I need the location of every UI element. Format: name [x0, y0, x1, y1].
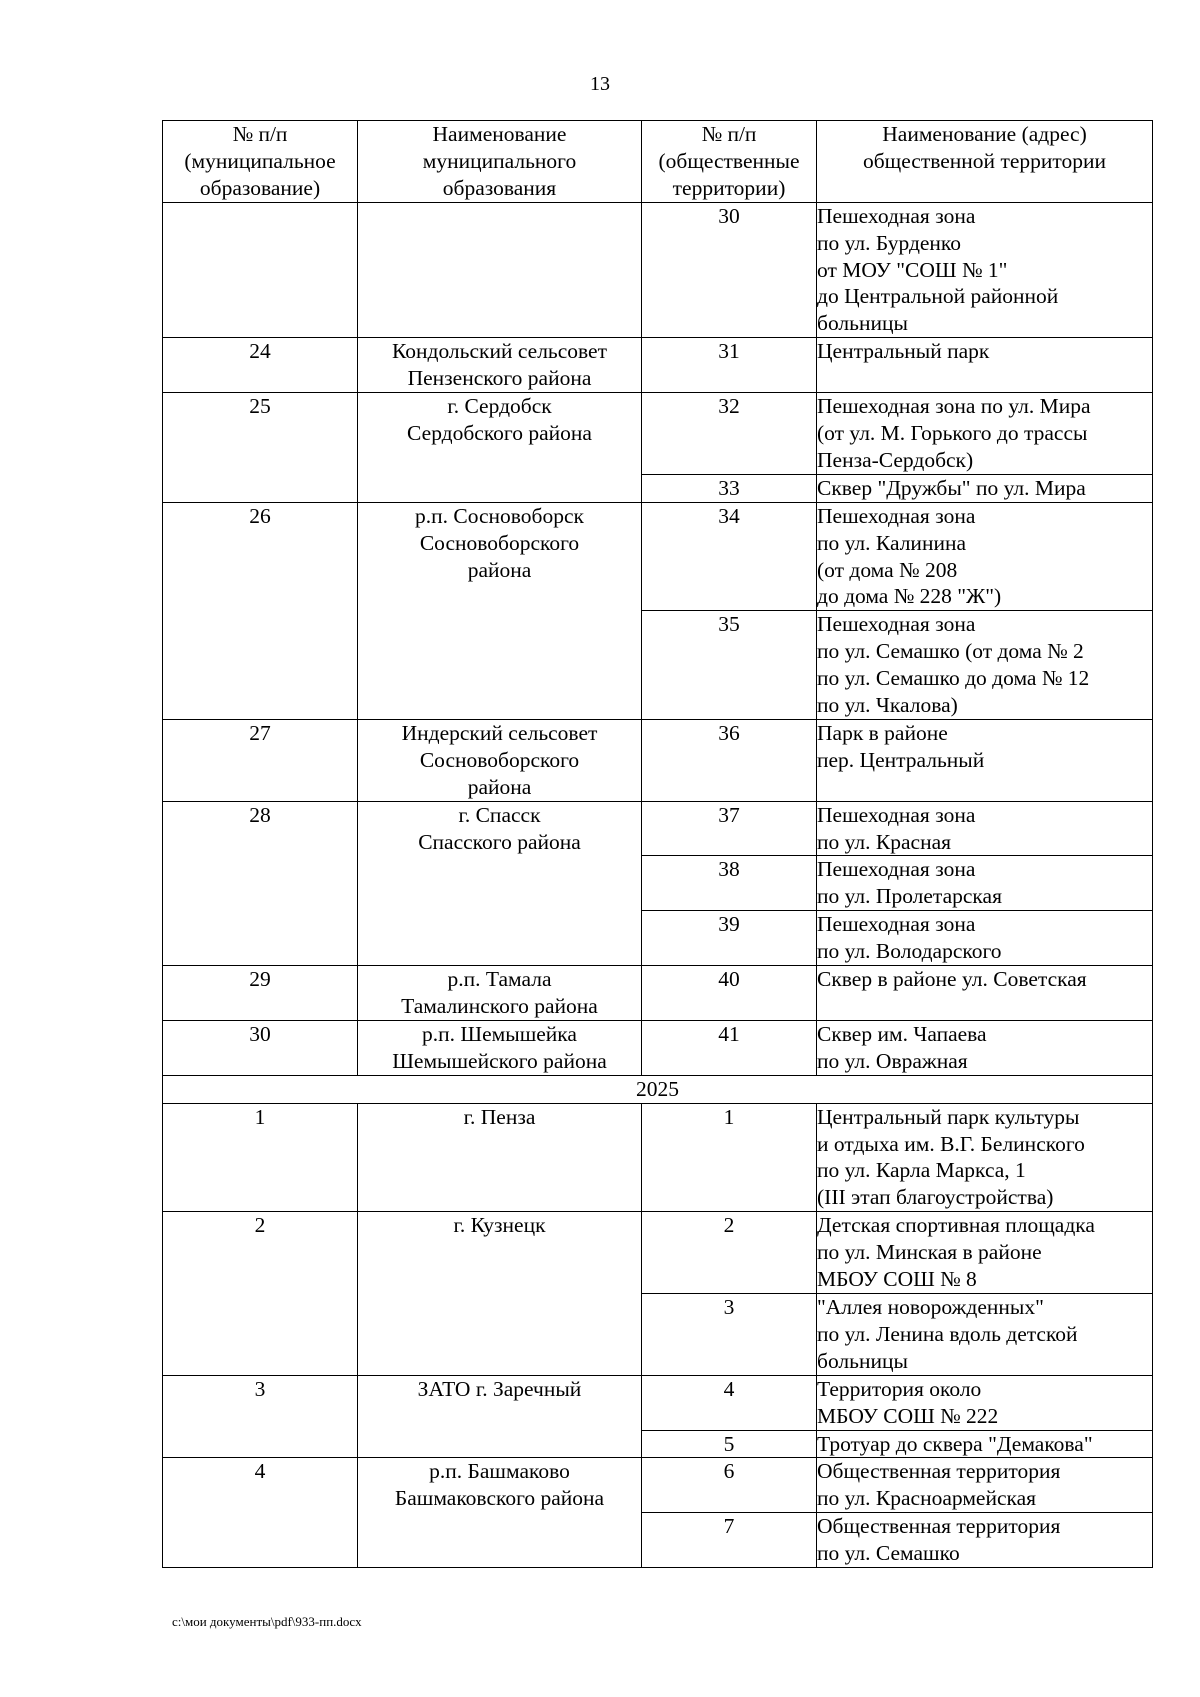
year-cell: 2025	[163, 1075, 1153, 1103]
territory-number-cell: 6	[642, 1458, 817, 1513]
file-path-footer: c:\мои документы\pdf\933-пп.docx	[172, 1614, 362, 1629]
mo-name-cell: г. Кузнецк	[358, 1212, 642, 1375]
territories-table	[162, 120, 1153, 1568]
mo-number-cell: 27	[163, 719, 358, 801]
territory-name-cell: Парк в районе пер. Центральный	[817, 719, 1153, 801]
territory-number-cell: 3	[642, 1293, 817, 1375]
mo-name-cell: ЗАТО г. Заречный	[358, 1375, 642, 1458]
territory-number-cell: 1	[642, 1103, 817, 1212]
table-row	[163, 1458, 1153, 1513]
territory-number-cell: 32	[642, 393, 817, 475]
table-row	[163, 1212, 1153, 1294]
mo-number-cell: 24	[163, 338, 358, 393]
year-row	[163, 1075, 1153, 1103]
territory-name-cell: Территория около МБОУ СОШ № 222	[817, 1375, 1153, 1430]
mo-number-cell: 28	[163, 801, 358, 965]
mo-number-cell: 25	[163, 393, 358, 503]
territory-name-cell: Пешеходная зона по ул. Красная	[817, 801, 1153, 856]
territory-number-cell: 4	[642, 1375, 817, 1430]
territory-name-cell: Сквер в районе ул. Советская	[817, 966, 1153, 1021]
table-row	[163, 338, 1153, 393]
territory-name-cell: Сквер им. Чапаева по ул. Овражная	[817, 1020, 1153, 1075]
mo-name-cell: р.п. Шемышейка Шемышейского района	[358, 1020, 642, 1075]
territory-number-cell: 30	[642, 202, 817, 338]
table-header-row	[163, 121, 1153, 203]
territory-number-cell: 31	[642, 338, 817, 393]
territory-name-cell: Пешеходная зона по ул. Бурденко от МОУ "СОШ № 1" до Центральной районной больницы	[817, 202, 1153, 338]
mo-name-cell: р.п. Башмаково Башмаковского района	[358, 1458, 642, 1568]
territory-name-cell: Пешеходная зона по ул. Пролетарская	[817, 856, 1153, 911]
mo-name-cell: г. Спасск Спасского района	[358, 801, 642, 965]
territory-name-cell: Детская спортивная площадка по ул. Минская в районе МБОУ СОШ № 8	[817, 1212, 1153, 1294]
table-row	[163, 966, 1153, 1021]
table-row	[163, 393, 1153, 475]
territory-name-cell: Общественная территория по ул. Семашко	[817, 1513, 1153, 1568]
header-territory-name: Наименование (адрес) общественной территории	[817, 121, 1153, 203]
mo-number-cell: 2	[163, 1212, 358, 1375]
territory-number-cell: 2	[642, 1212, 817, 1294]
mo-number-cell: 3	[163, 1375, 358, 1458]
mo-name-cell: Индерский сельсовет Сосновоборского района	[358, 719, 642, 801]
table-row	[163, 202, 1153, 338]
territory-number-cell: 39	[642, 911, 817, 966]
table-row	[163, 1375, 1153, 1430]
table-row	[163, 801, 1153, 856]
mo-number-cell	[163, 202, 358, 338]
territory-name-cell: Пешеходная зона по ул. Володарского	[817, 911, 1153, 966]
table-row	[163, 719, 1153, 801]
territory-name-cell: Пешеходная зона по ул. Семашко (от дома № 2 по ул. Семашко до дома № 12 по ул. Чкалова)	[817, 611, 1153, 720]
mo-name-cell: г. Сердобск Сердобского района	[358, 393, 642, 503]
territory-name-cell: Пешеходная зона по ул. Мира (от ул. М. Горького до трассы Пенза-Сердобск)	[817, 393, 1153, 475]
mo-number-cell: 1	[163, 1103, 358, 1212]
territory-name-cell: Сквер "Дружбы" по ул. Мира	[817, 474, 1153, 502]
territory-name-cell: Общественная территория по ул. Красноармейская	[817, 1458, 1153, 1513]
territory-name-cell: Пешеходная зона по ул. Калинина (от дома № 208 до дома № 228 "Ж")	[817, 502, 1153, 611]
header-territory-number: № п/п (общественные территории)	[642, 121, 817, 203]
territory-number-cell: 33	[642, 474, 817, 502]
mo-number-cell: 4	[163, 1458, 358, 1568]
mo-number-cell: 29	[163, 966, 358, 1021]
territory-number-cell: 34	[642, 502, 817, 611]
mo-name-cell: г. Пенза	[358, 1103, 642, 1212]
territory-number-cell: 40	[642, 966, 817, 1021]
header-mo-name: Наименование муниципального образования	[358, 121, 642, 203]
territory-number-cell: 35	[642, 611, 817, 720]
mo-number-cell: 26	[163, 502, 358, 719]
territory-number-cell: 41	[642, 1020, 817, 1075]
table-row	[163, 1103, 1153, 1212]
territory-number-cell: 37	[642, 801, 817, 856]
table-row	[163, 1020, 1153, 1075]
territory-name-cell: Тротуар до сквера "Демакова"	[817, 1430, 1153, 1458]
territory-number-cell: 7	[642, 1513, 817, 1568]
mo-name-cell: р.п. Тамала Тамалинского района	[358, 966, 642, 1021]
table-row	[163, 502, 1153, 611]
territory-number-cell: 36	[642, 719, 817, 801]
territory-name-cell: Центральный парк	[817, 338, 1153, 393]
territory-number-cell: 5	[642, 1430, 817, 1458]
territory-name-cell: "Аллея новорожденных" по ул. Ленина вдоль детской больницы	[817, 1293, 1153, 1375]
mo-name-cell	[358, 202, 642, 338]
mo-number-cell: 30	[163, 1020, 358, 1075]
territory-number-cell: 38	[642, 856, 817, 911]
page-number: 13	[590, 73, 610, 95]
territory-name-cell: Центральный парк культуры и отдыха им. В.Г. Белинского по ул. Карла Маркса, 1 (III этап благоустройства)	[817, 1103, 1153, 1212]
mo-name-cell: Кондольский сельсовет Пензенского района	[358, 338, 642, 393]
mo-name-cell: р.п. Сосновоборск Сосновоборского района	[358, 502, 642, 719]
header-mo-number: № п/п (муниципальное образование)	[163, 121, 358, 203]
